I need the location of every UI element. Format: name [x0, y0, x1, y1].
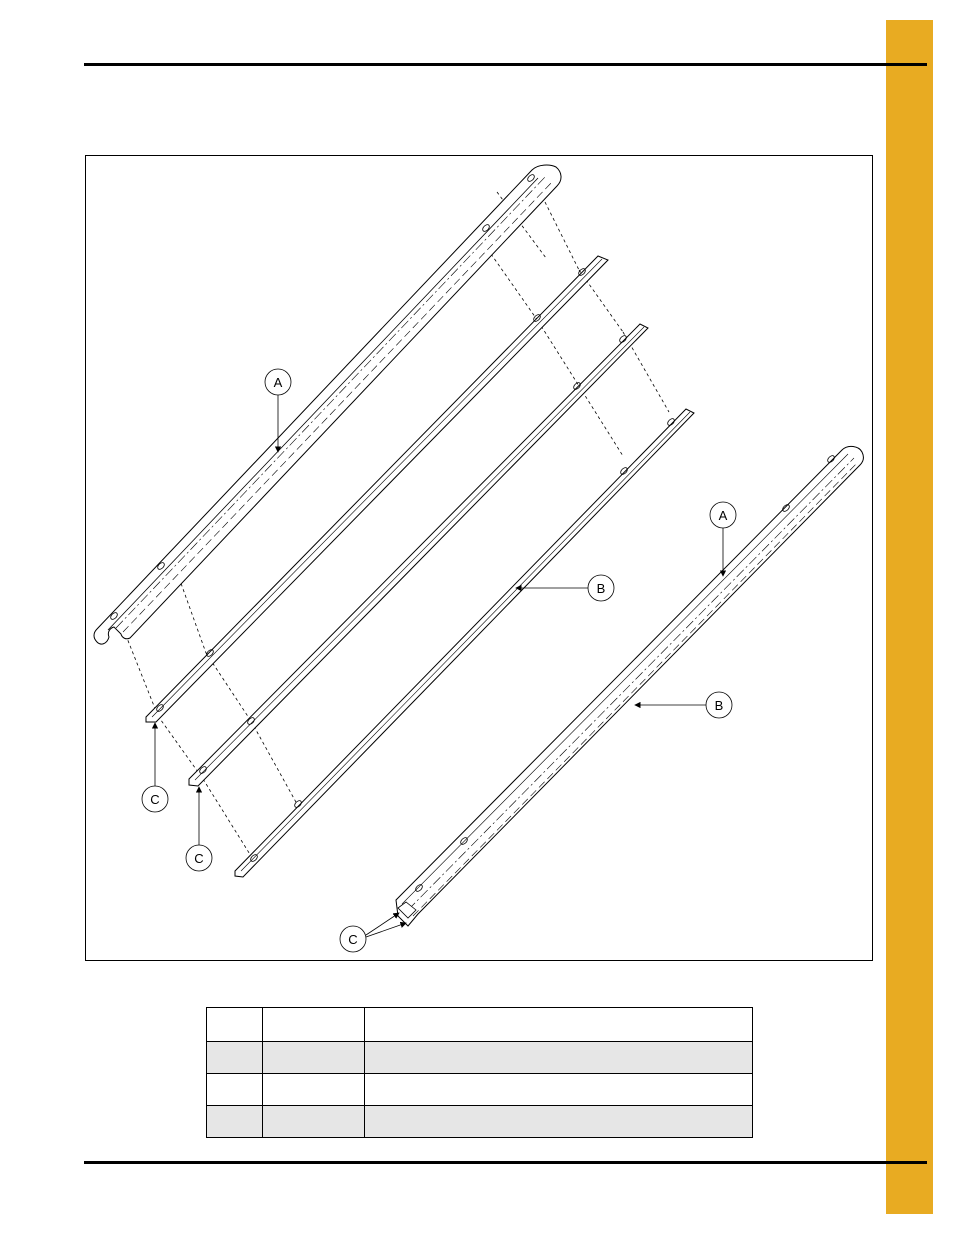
table-cell — [263, 1042, 365, 1074]
exploded-view-figure — [85, 155, 873, 961]
callout-b-lower-label: B — [714, 698, 724, 713]
table-cell — [365, 1074, 753, 1106]
table-cell — [207, 1105, 263, 1137]
callout-b-upper-label: B — [596, 581, 606, 596]
table-cell — [365, 1008, 753, 1042]
table-cell — [365, 1105, 753, 1137]
callout-c-left-2 — [186, 787, 212, 871]
exploded-view-drawing — [86, 156, 874, 962]
callout-a-upper-label: A — [273, 375, 283, 390]
table-row — [207, 1042, 753, 1074]
channel-part-a-upper — [94, 165, 561, 644]
parts-table — [206, 1007, 753, 1138]
table-cell — [263, 1074, 365, 1106]
callout-b-lower — [635, 692, 732, 718]
table-cell — [207, 1042, 263, 1074]
assembled-channel — [396, 446, 863, 926]
callout-a-lower-label: A — [718, 508, 728, 523]
table-cell — [365, 1042, 753, 1074]
table-header-row — [207, 1008, 753, 1042]
callout-c-bottom-label: C — [348, 932, 358, 947]
splice-strip-1 — [146, 256, 608, 722]
table-cell — [263, 1105, 365, 1137]
table-row — [207, 1105, 753, 1137]
callout-c-left-2-label: C — [194, 851, 204, 866]
table-row — [207, 1074, 753, 1106]
footer-rule — [84, 1161, 927, 1164]
table-cell — [263, 1008, 365, 1042]
callout-c-left-1-label: C — [150, 792, 160, 807]
callout-c-left-1 — [142, 723, 168, 812]
table-cell — [207, 1074, 263, 1106]
callout-c-bottom — [340, 913, 406, 952]
header-rule — [84, 63, 927, 66]
splice-strip-3 — [235, 409, 694, 877]
table-cell — [207, 1008, 263, 1042]
section-side-tab — [886, 20, 933, 1214]
